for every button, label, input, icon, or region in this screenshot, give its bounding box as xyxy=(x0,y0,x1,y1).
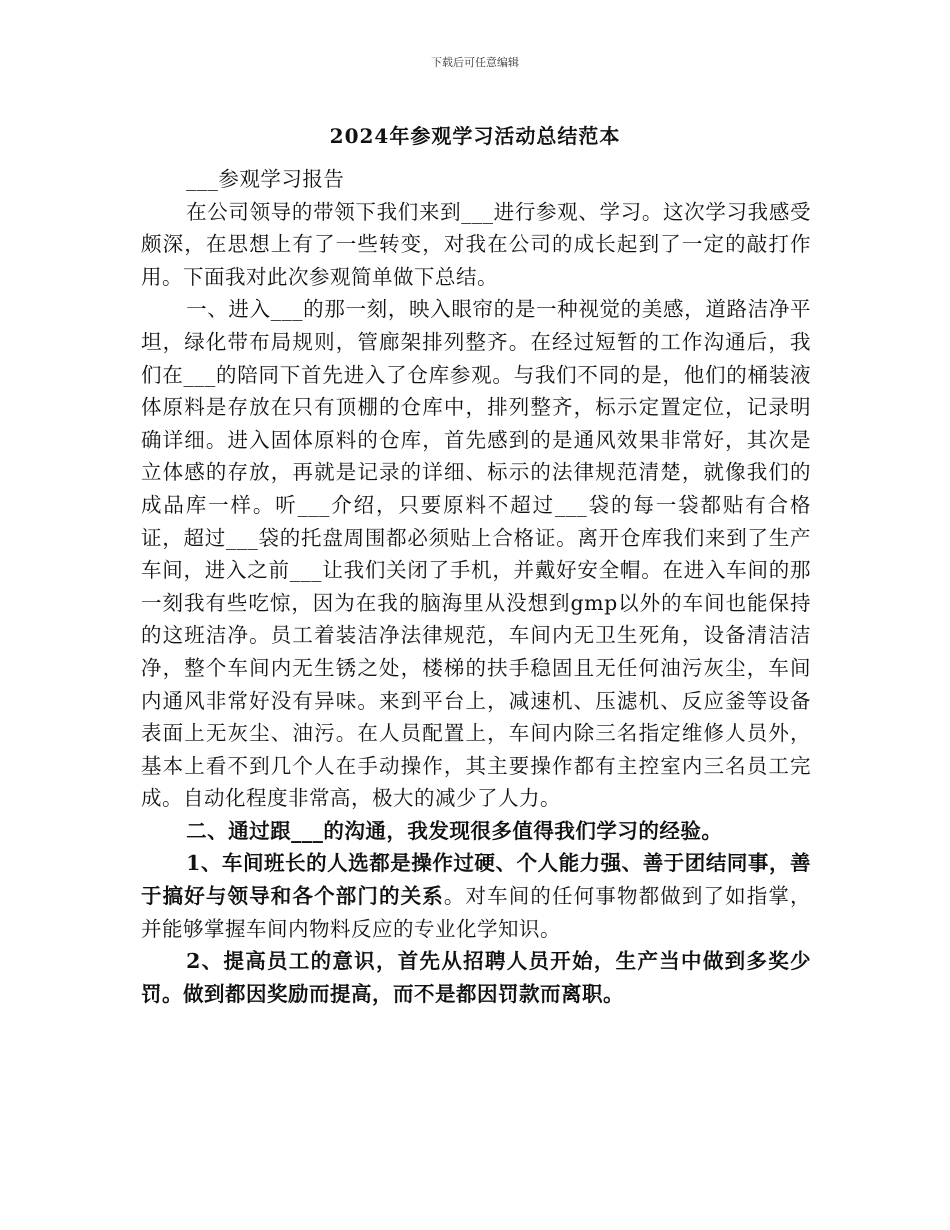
document-title: 2024年参观学习活动总结范本 xyxy=(329,124,621,148)
section-one-paragraph: 一、进入___的那一刻，映入眼帘的是一种视觉的美感，道路洁净平坦，绿化带布局规则，管廊架排列整齐。在经过短暂的工作沟通后，我们在___的陪同下首先进入了仓库参观。与我们不同的是，他们的桶装液体原料是存放在只有顶棚的仓库中，排列整齐，标示定置定位，记录明确详细。进入固体原料的仓库，首先感到的是通风效果非常好，其次是立体感的存放，再就是记录的详细、标示的法律规范清楚，就像我们的成品库一样。听___介绍，只要原料不超过___袋的每一袋都贴有合格证，超过___袋的托盘周围都必须贴上合格证。离开仓库我们来到了生产车间，进入之前___让我们关闭了手机，并戴好安全帽。在进入车间的那一刻我有些吃惊，因为在我的脑海里从没想到gmp以外的车间也能保持的这班洁净。员工着装洁净法律规范，车间内无卫生死角，设备清洁洁净，整个车间内无生锈之处，楼梯的扶手稳固且无任何油污灰尘，车间内通风非常好没有异味。来到平台上，减速机、压滤机、反应釜等设备表面上无灰尘、油污。在人员配置上，车间内除三名指定维修人员外，基本上看不到几个人在手动操作，其主要操作都有主控室内三名员工完成。自动化程度非常高，极大的减少了人力。 xyxy=(141,297,811,811)
point-one-bold-text: 1、车间班长的人选都是操作过硬、个人能力强、善于团结同事，善于搞好与领导和各个部门的关系 xyxy=(141,851,811,909)
header-note: 下载后可任意编辑 xyxy=(431,56,519,69)
point-one-rest-text: 。对车间的任何事物都做到了如指掌，并能够掌握车间内物料反应的专业化学知识。 xyxy=(141,884,812,941)
intro-paragraph: 在公司领导的带领下我们来到___进行参观、学习。这次学习我感受颇深，在思想上有了一些转变，对我在公司的成长起到了一定的敲打作用。下面我对此次参观简单做下总结。 xyxy=(141,199,811,289)
point-one-paragraph xyxy=(141,847,811,945)
report-heading-paragraph: ___参观学习报告 xyxy=(186,167,345,191)
point-two-paragraph: 2、提高员工的意识，首先从招聘人员开始，生产当中做到多奖少罚。做到都因奖励而提高，而不是都因罚款而离职。 xyxy=(141,949,811,1006)
document-body xyxy=(141,163,811,1010)
section-two-heading: 二、通过跟___的沟通，我发现很多值得我们学习的经验。 xyxy=(186,818,723,843)
